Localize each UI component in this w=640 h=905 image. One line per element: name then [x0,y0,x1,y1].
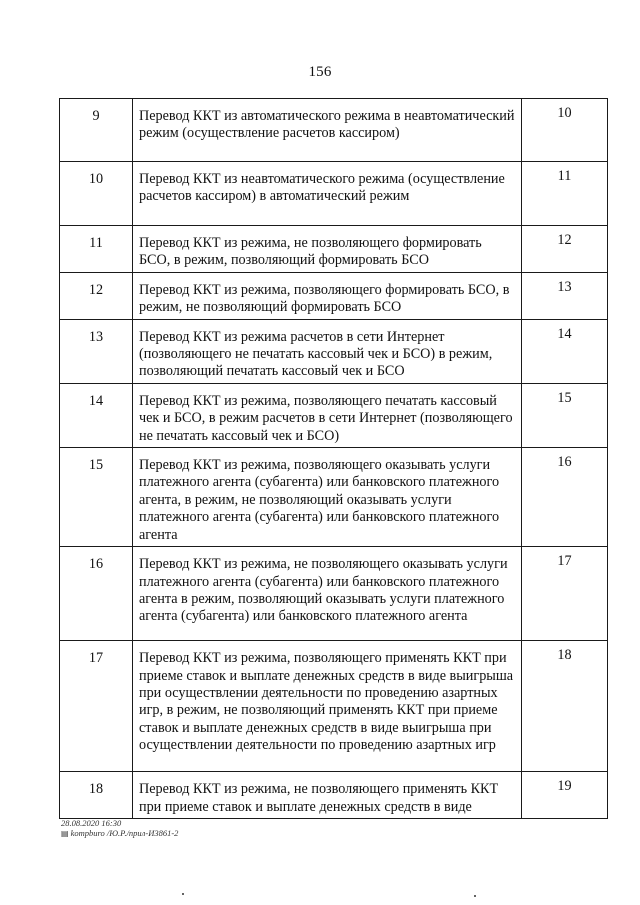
table-row [60,772,608,819]
row-reference: 13 [522,272,608,319]
row-reference: 17 [522,547,608,641]
table-row [60,226,608,273]
table-row [60,448,608,547]
row-description: Перевод ККТ из режима, не позволяющего оказывать услуги платежного агента (субагента) или банковского платежного агента в режим, позволяющий оказывать услуги платежного агента (субагента) или банковского платежного агента [133,547,522,641]
row-description: Перевод ККТ из режима, позволяющего печатать кассовый чек и БСО, в режим расчетов в сети Интернет (позволяющего не печатать кассовый чек и БСО) [133,383,522,447]
row-description: Перевод ККТ из автоматического режима в неавтоматический режим (осуществление расчетов кассиром) [133,99,522,162]
table-row [60,383,608,447]
row-reference: 12 [522,226,608,273]
row-number: 11 [60,226,133,273]
row-reference: 16 [522,448,608,547]
table-row [60,99,608,162]
row-reference: 11 [522,162,608,226]
row-description: Перевод ККТ из режима, позволяющего формировать БСО, в режим, не позволяющий формировать БСО [133,272,522,319]
row-reference: 18 [522,641,608,772]
row-description: Перевод ККТ из неавтоматического режима (осуществление расчетов кассиром) в автоматический режим [133,162,522,226]
row-description: Перевод ККТ из режима расчетов в сети Интернет (позволяющего не печатать кассовый чек и БСО) в режим, позволяющий печатать кассовый чек и БСО [133,319,522,383]
row-number: 18 [60,772,133,819]
row-number: 13 [60,319,133,383]
footer-note [61,818,178,839]
footer-file-ref-line [61,828,178,839]
table-row [60,547,608,641]
row-reference: 15 [522,383,608,447]
footer-timestamp: 28.08.2020 16:30 [61,818,122,828]
row-description: Перевод ККТ из режима, позволяющего оказывать услуги платежного агента (субагента) или банковского платежного агента, в режим, не позволяющий оказывать услуги платежного агента (субагента) или банковского платежного агента [133,448,522,547]
row-reference: 14 [522,319,608,383]
footer-file-ref: kompburo /Ю.Р./прил-И3861-2 [70,828,179,838]
scan-dot-mark [474,895,476,897]
modes-table [59,98,608,819]
table-row [60,272,608,319]
document-icon: ▤ [61,829,69,838]
row-reference: 19 [522,772,608,819]
row-description: Перевод ККТ из режима, не позволяющего применять ККТ при приеме ставок и выплате денежных средств в виде [133,772,522,819]
row-number: 16 [60,547,133,641]
row-number: 14 [60,383,133,447]
row-description: Перевод ККТ из режима, позволяющего применять ККТ при приеме ставок и выплате денежных средств в виде выигрыша при осуществлении деятельности по проведению азартных игр, в режим, не позволяющий применять ККТ при приеме ставок и выплате денежных средств в виде выигрыша при осуществлении деятельности по проведению азартных игр [133,641,522,772]
row-description: Перевод ККТ из режима, не позволяющего формировать БСО, в режим, позволяющий формировать БСО [133,226,522,273]
row-number: 15 [60,448,133,547]
row-number: 10 [60,162,133,226]
row-number: 17 [60,641,133,772]
row-number: 9 [60,99,133,162]
table-row [60,162,608,226]
scan-dot-mark [182,893,184,895]
table-row [60,319,608,383]
row-reference: 10 [522,99,608,162]
table-row [60,641,608,772]
page-number: 156 [308,64,332,80]
row-number: 12 [60,272,133,319]
